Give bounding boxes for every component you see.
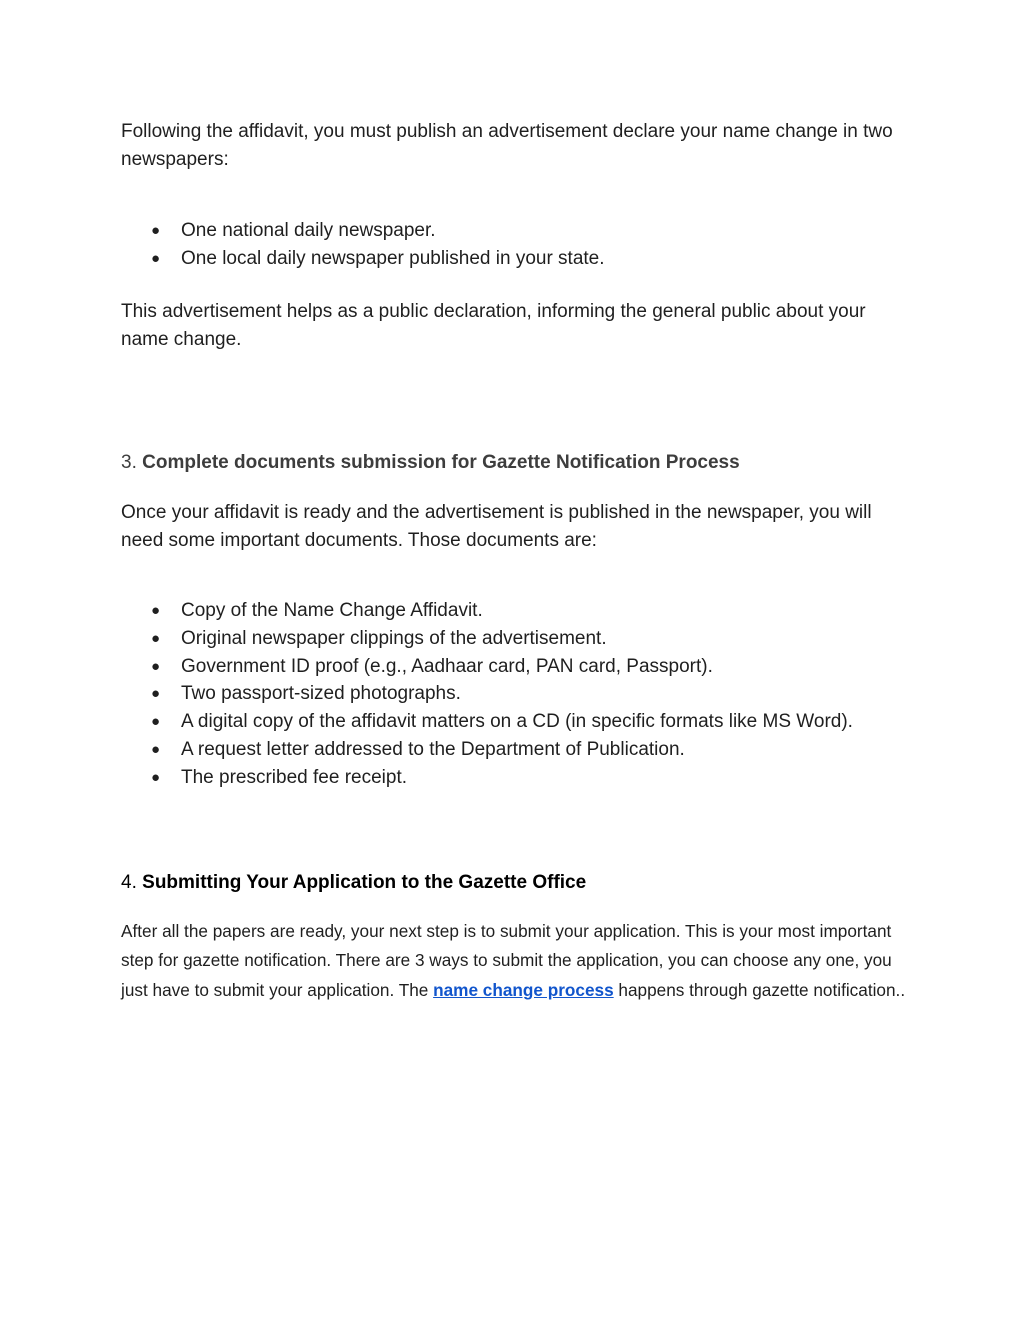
bullet-icon: ● (151, 602, 161, 619)
list-item: ● A digital copy of the affidavit matters on a CD (in specific formats like MS Word). (121, 708, 921, 736)
list-item: ● Copy of the Name Change Affidavit. (121, 597, 921, 625)
section-4-paragraph (121, 917, 911, 1005)
bullet-icon: ● (151, 768, 161, 786)
list-item: ● The prescribed fee receipt. (121, 764, 921, 792)
list-item: ● Two passport-sized photographs. (121, 680, 921, 708)
bullet-icon: ● (151, 222, 161, 239)
bullet-icon: ● (151, 685, 161, 703)
list-item: ● One local daily newspaper published in your state. (121, 245, 921, 273)
list-item: ● One national daily newspaper. (121, 217, 921, 245)
list-item: ● A request letter addressed to the Department of Publication. (121, 736, 921, 764)
section-number: 4. (121, 872, 137, 893)
declaration-paragraph: This advertisement helps as a public declaration, informing the general public about your name change. (121, 301, 866, 350)
section-4-heading (121, 869, 586, 897)
list-item: ● Government ID proof (e.g., Aadhaar card, PAN card, Passport). (121, 653, 921, 681)
newspapers-list (121, 217, 921, 273)
list-item: ● Original newspaper clippings of the advertisement. (121, 625, 921, 653)
section-3-heading (121, 449, 740, 477)
bullet-icon: ● (151, 249, 161, 267)
documents-list (121, 597, 921, 792)
section-title: Complete documents submission for Gazette Notification Process (142, 452, 740, 473)
section-3-paragraph: Once your affidavit is ready and the advertisement is published in the newspaper, you will need some important documents. Those documents are: (121, 502, 872, 551)
bullet-icon: ● (151, 657, 161, 675)
paragraph-text: happens through gazette notification.. (613, 979, 906, 1000)
section-title: Submitting Your Application to the Gazette Office (142, 872, 587, 893)
section-number: 3. (121, 452, 137, 473)
intro-paragraph: Following the affidavit, you must publish an advertisement declare your name change in two newspapers: (121, 121, 893, 170)
name-change-process-link[interactable]: name change process (433, 979, 614, 1000)
bullet-icon: ● (151, 629, 161, 647)
paragraph-text: After all the papers are ready, your next step is to submit your application. This is your most important step for gazette notification. There are 3 ways to submit the application, you can choose any one, you just have to submit your application. The (121, 921, 892, 1000)
bullet-icon: ● (151, 740, 161, 758)
bullet-icon: ● (151, 713, 161, 731)
